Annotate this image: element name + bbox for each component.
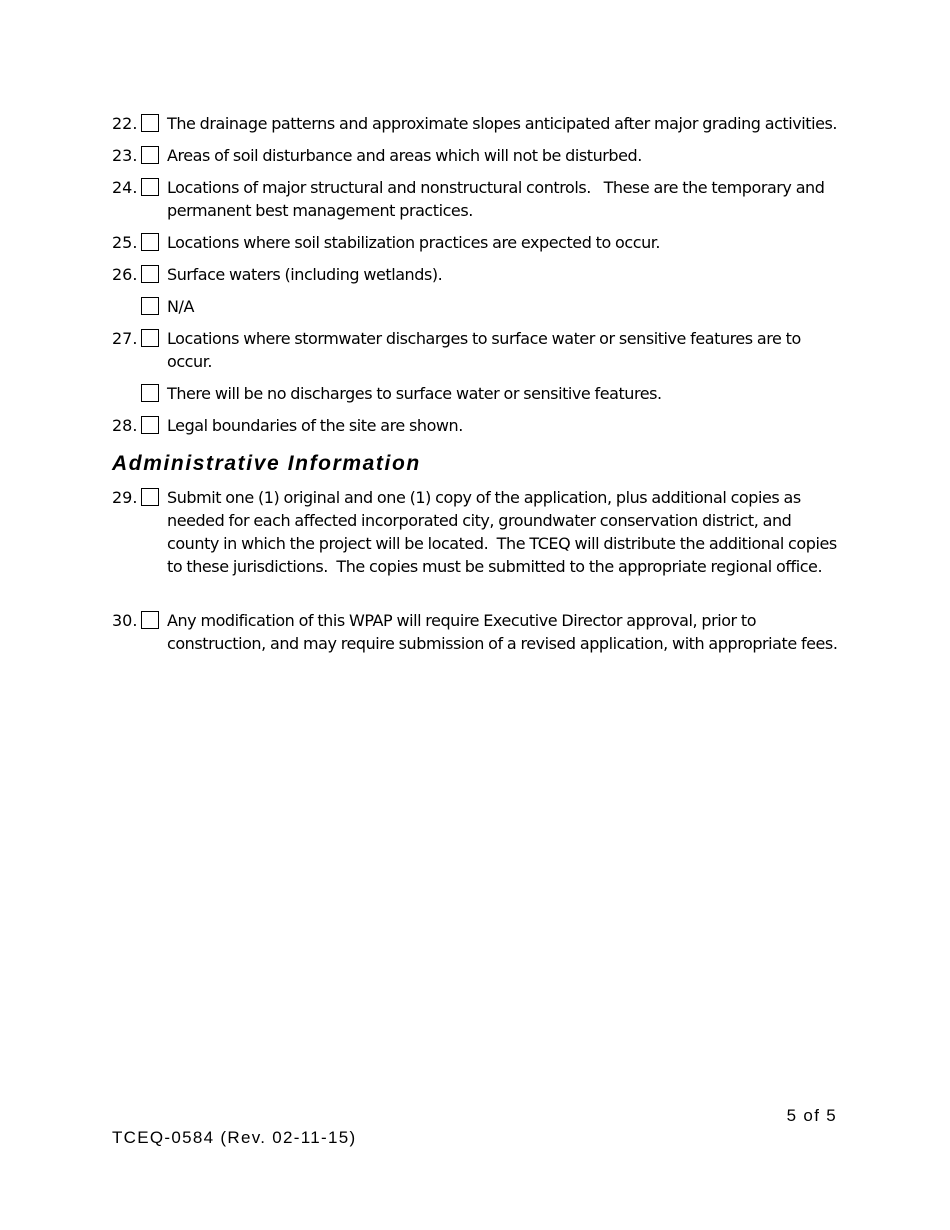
- checklist-item-26: [112, 263, 842, 286]
- item-text: Submit one (1) original and one (1) copy of the application, plus additional copies as needed for each affected incorporated city, groundwater conservation district, and county in which the project will be located. The TCEQ will distribute the additional copies to these jurisdictions. The copies must be submitted to the appropriate regional office.: [167, 488, 841, 576]
- checklist-item-24: [112, 176, 842, 222]
- checklist-item-27: [112, 327, 842, 373]
- checklist-item-28: [112, 414, 842, 437]
- checkbox[interactable]: [141, 233, 159, 251]
- item-number: 29.: [112, 488, 138, 507]
- item-text: Surface waters (including wetlands).: [167, 265, 443, 284]
- item-text: Locations where soil stabilization practices are expected to occur.: [167, 233, 661, 252]
- item-text: The drainage patterns and approximate slopes anticipated after major grading activities.: [167, 114, 837, 133]
- item-number: 22.: [112, 114, 138, 133]
- item-number: 30.: [112, 611, 138, 630]
- item-number: 27.: [112, 329, 138, 348]
- item-text: Locations of major structural and nonstructural controls. These are the temporary and permanent best management practices.: [167, 178, 829, 220]
- checkbox[interactable]: [141, 114, 159, 132]
- checkbox[interactable]: [141, 146, 159, 164]
- checkbox[interactable]: [141, 297, 159, 315]
- item-number: 23.: [112, 146, 138, 165]
- checklist-item-no-discharges: [112, 382, 842, 405]
- checklist-item-25: [112, 231, 842, 254]
- checkbox[interactable]: [141, 178, 159, 196]
- item-text: Legal boundaries of the site are shown.: [167, 416, 463, 435]
- checkbox[interactable]: [141, 265, 159, 283]
- checkbox[interactable]: [141, 611, 159, 629]
- page-number: 5 of 5: [786, 1106, 837, 1125]
- item-text: Any modification of this WPAP will require Executive Director approval, prior to construction, and may require submission of a revised application, with appropriate fees.: [167, 611, 838, 653]
- item-number: 26.: [112, 265, 138, 284]
- checkbox[interactable]: [141, 329, 159, 347]
- item-number: 24.: [112, 178, 138, 197]
- item-text: Areas of soil disturbance and areas which will not be disturbed.: [167, 146, 642, 165]
- checklist-item-30: [112, 609, 842, 655]
- item-text: N/A: [167, 297, 194, 316]
- item-number: 25.: [112, 233, 138, 252]
- form-code: TCEQ-0584 (Rev. 02-11-15): [112, 1128, 357, 1147]
- checkbox[interactable]: [141, 384, 159, 402]
- checklist-item-22: [112, 112, 842, 135]
- checklist-item-29: [112, 486, 842, 578]
- item-text: Locations where stormwater discharges to surface water or sensitive features are to occur.: [167, 329, 806, 371]
- checkbox[interactable]: [141, 416, 159, 434]
- checklist-item-23: [112, 144, 842, 167]
- item-text: There will be no discharges to surface water or sensitive features.: [167, 384, 662, 403]
- section-heading: Administrative Information: [112, 452, 421, 475]
- item-number: 28.: [112, 416, 138, 435]
- checklist-item-na: [112, 295, 842, 318]
- checkbox[interactable]: [141, 488, 159, 506]
